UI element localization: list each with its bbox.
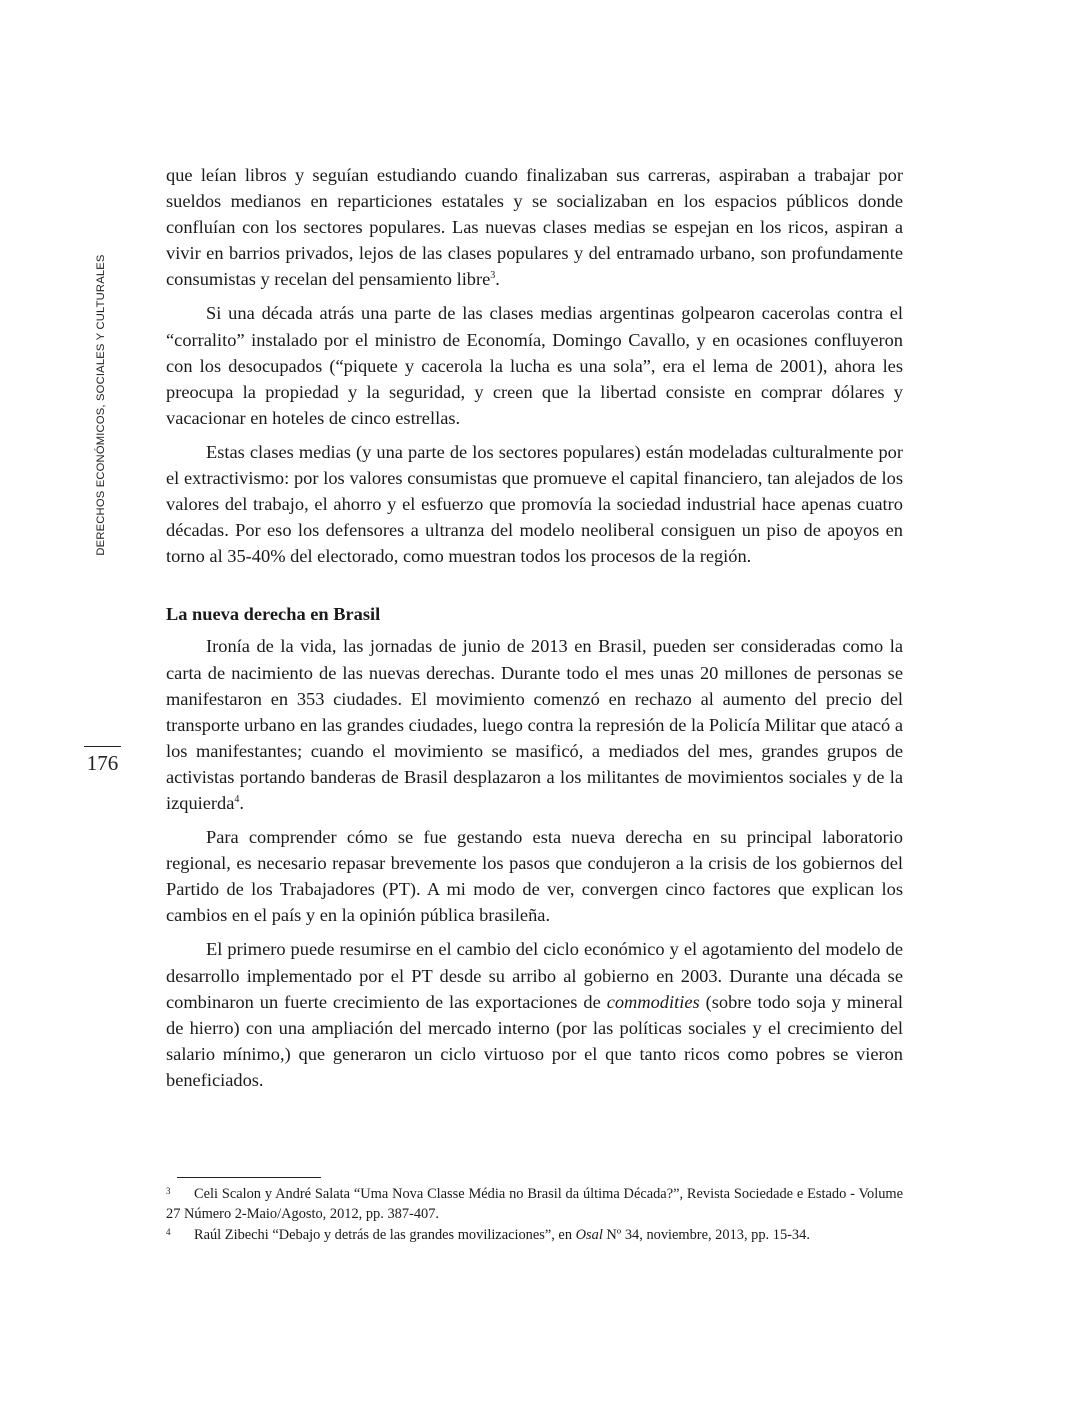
footnote-separator [177,1177,321,1178]
footnote-ref-3: 3 [490,270,496,282]
footnotes [166,1184,903,1245]
paragraph-3: Estas clases medias (y una parte de los sectores populares) están modeladas culturalmente por el extractivismo: por los valores consumistas que promueve el capital financiero, tan alejados de los valores del trabajo, el ahorro y el esfuerzo que promovía la sociedad industrial hace apenas cuatro décadas. Por eso los defensores a ultranza del modelo neoliberal consiguen un piso de apoyos en torno al 35-40% del electorado, como muestran todos los procesos de la región. [166,441,903,567]
body-text [166,162,903,1101]
section-heading: La nueva derecha en Brasil [166,604,381,625]
paragraph-4: Ironía de la vida, las jornadas de junio de 2013 en Brasil, pueden ser consideradas como la carta de nacimiento de las nuevas derechas. Durante todo el mes unas 20 millones de personas se manifestaron en 353 ciudades. El movimiento comenzó en rechazo al aumento del precio del transporte urbano en las grandes ciudades, luego contra la represión de la Policía Militar que atacó a los manifestantes; cuando el movimiento se masificó, a mediados del mes, grandes grupos de activistas portando banderas de Brasil desplazaron a los militantes de movimientos sociales y de la izquierda$^4$. [166,636,903,813]
running-title: DERECHOS ECONÓMICOS, SOCIALES Y CULTURALES [95,254,107,556]
paragraph-1: que leían libros y seguían estudiando cuando finalizaban sus carreras, aspiraban a trabajar por sueldos medianos en reparticiones estatales y se socializaban en los espacios públicos donde confluían con los sectores populares. Las nuevas clases medias se espejan en los ricos, aspiran a vivir en barrios privados, lejos de las clases populares y del entramado urbano, son profundamente consumistas y recelan del pensamiento libre$^3$. [166,165,903,290]
page-number: 176 [86,751,119,775]
footnote-4: 4 Raúl Zibechi “Debajo y detrás de las grandes movilizaciones”, en Osal Nº 34, noviembre, 2013, pp. 15-34. [166,1226,810,1243]
page-number-rule [84,746,121,747]
footnote-ref-4: 4 [234,793,240,805]
paragraph-6: El primero puede resumirse en el cambio del ciclo económico y el agotamiento del modelo de desarrollo implementado por el PT desde su arribo al gobierno en 2003. Durante una década se combinaron un fuerte crecimiento de las exportaciones de commodities (sobre todo soja y mineral de hierro) con una ampliación del mercado interno (por las políticas sociales y el crecimiento del salario mínimo,) que generaron un ciclo virtuoso por el que tanto ricos como pobres se vieron beneficiados. [166,939,903,1090]
paragraph-5: Para comprender cómo se fue gestando esta nueva derecha en su principal laboratorio regional, es necesario repasar brevemente los pasos que condujeron a la crisis de los gobiernos del Partido de los Trabajadores (PT). A mi modo de ver, convergen cinco factores que explican los cambios en el país y en la opinión pública brasileña. [166,827,903,926]
footnote-number: 4 [166,1226,171,1237]
footnote-3: 3 Celi Scalon y André Salata “Uma Nova Classe Média no Brasil da última Década?”, Revista Sociedade e Estado - Volume 27 Número 2-Maio/Agosto, 2012, pp. 387-407. [166,1186,903,1223]
paragraph-2: Si una década atrás una parte de las clases medias argentinas golpearon cacerolas contra el “corralito” instalado por el ministro de Economía, Domingo Cavallo, y en ocasiones confluyeron con los desocupados (“piquete y cacerola la lucha es una sola”, era el lema de 2001), ahora les preocupa la propiedad y la seguridad, y creen que la libertad consiste en comprar dólares y vacacionar en hoteles de cinco estrellas. [166,303,903,428]
footnote-number: 3 [166,1186,171,1196]
